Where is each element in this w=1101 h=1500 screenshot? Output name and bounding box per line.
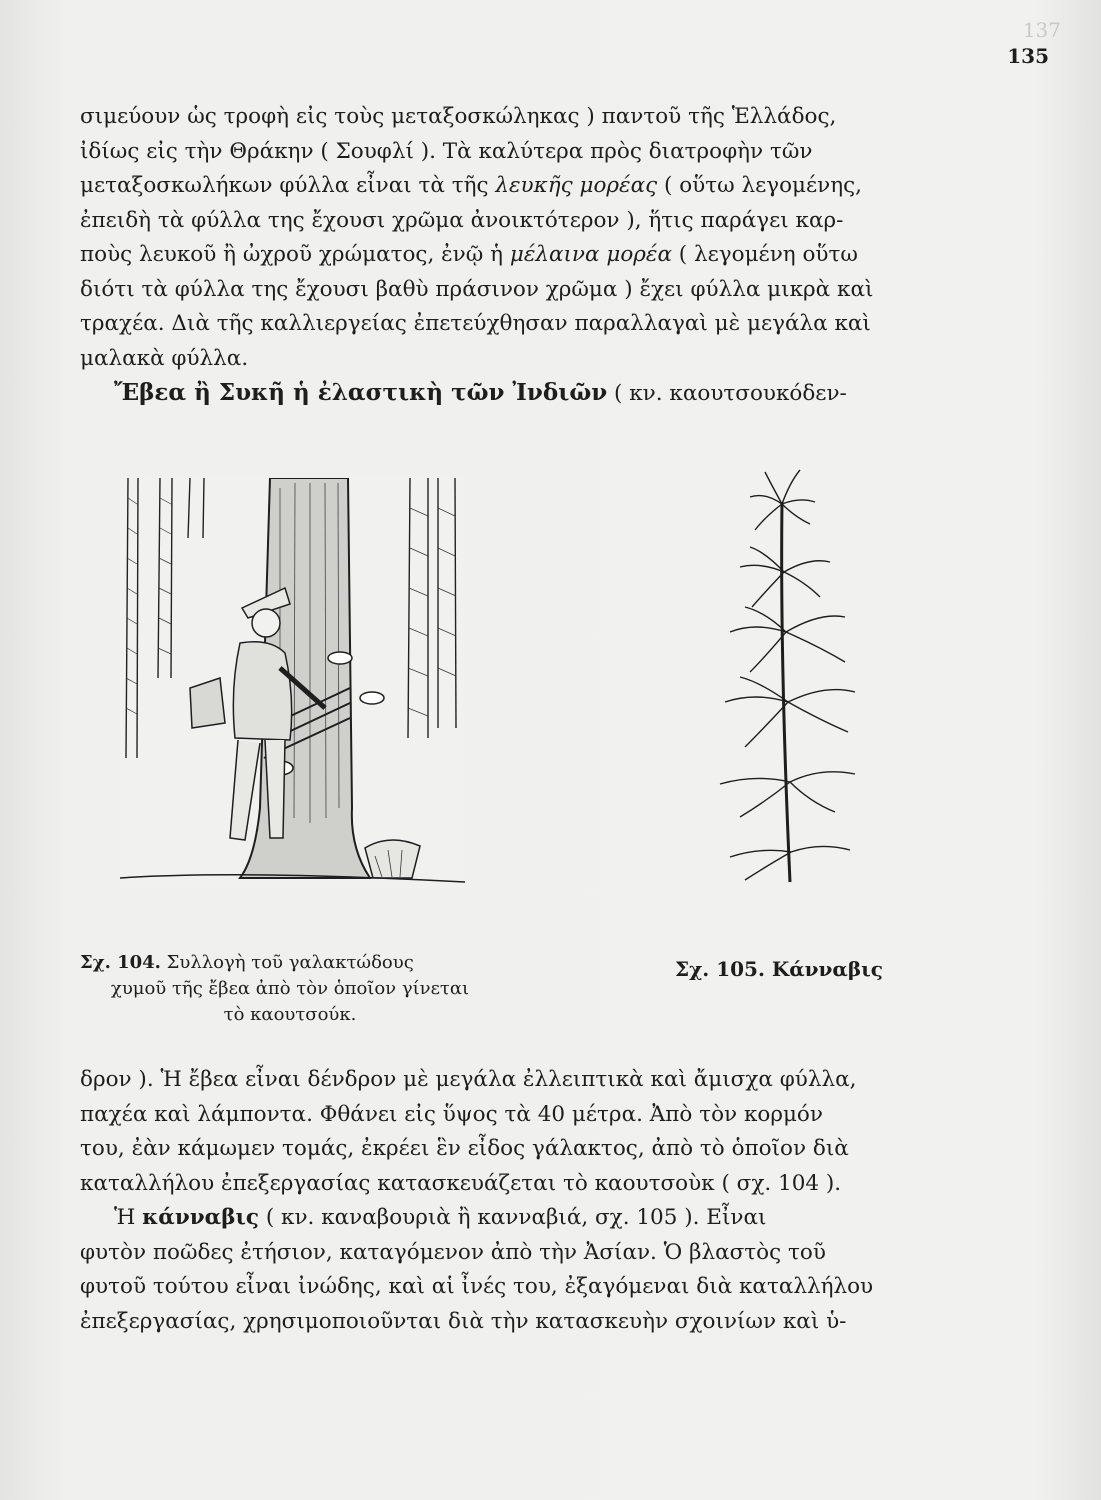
italic-term-white-mulberry: λευκῆς μορέας <box>495 173 658 198</box>
text-line: ἐπειδὴ τὰ φύλλα της ἔχουσι χρῶμα ἀνοικτότερον ), ἥτις παράγει καρ- <box>80 207 844 233</box>
section-heading: Ἔβεα ἢ Συκῆ ἡ ἐλαστικὴ τῶν Ἰνδιῶν <box>114 379 608 406</box>
text-line: δρον ). Ἡ ἔβεα εἶναι δένδρον μὲ μεγάλα ἐλλειπτικὰ καὶ ἄμισχα φύλλα, <box>80 1067 857 1092</box>
text-line: διότι τὰ φύλλα της ἔχουσι βαθὺ πράσινον χρῶμα ) ἔχει φύλλα μικρὰ καὶ <box>80 276 874 302</box>
section-heading-line <box>114 376 1015 412</box>
bold-term-hemp: κάνναβις <box>142 1205 259 1230</box>
caption-line: τὸ καουτσούκ. <box>223 1004 357 1025</box>
text-line: ἰδίως εἰς τὴν Θράκην ( Σουφλί ). Τὰ καλύτερα πρὸς διατροφὴν τῶν <box>80 138 813 164</box>
caption-line <box>80 950 500 976</box>
caption-line: χυμοῦ τῆς ἔβεα ἀπὸ τὸν ὁποῖον γίνεται <box>110 978 470 999</box>
text-run: ( λεγομένη οὕτω <box>671 242 858 267</box>
figure-104-label: Σχ. 104. <box>80 952 161 973</box>
text-run: ποὺς λευκοῦ ἢ ὠχροῦ χρώματος, ἐνῷ ἡ <box>80 242 510 267</box>
caption-text: Συλλογὴ τοῦ γαλακτώδους <box>160 952 414 973</box>
figure-104-rubber-tapping-illustration <box>120 478 465 888</box>
caption-text: Κάνναβις <box>764 957 883 981</box>
figure-104-caption <box>80 950 500 1028</box>
text-line: μαλακὰ φύλλα. <box>80 345 249 371</box>
figure-105-caption <box>675 956 975 982</box>
figure-105-label: Σχ. 105. <box>675 957 765 981</box>
text-line: φυτὸν ποῶδες ἐτήσιον, καταγόμενον ἀπὸ τὴν Ἀσίαν. Ὁ βλαστὸς τοῦ <box>80 1239 826 1265</box>
text-run: Ἡ <box>114 1205 143 1230</box>
text-line: τραχέα. Διὰ τῆς καλλιεργείας ἐπετεύχθησαν παραλλαγαὶ μὲ μεγάλα καὶ <box>80 311 871 336</box>
text-run: ( κν. καουτσουκόδεν- <box>607 381 847 406</box>
page-number: 135 <box>1007 44 1049 68</box>
text-line <box>80 238 1015 273</box>
text-line <box>114 1201 1015 1236</box>
text-line: φυτοῦ τούτου εἶναι ἰνώδης, καὶ αἱ ἶνές του, ἐξαγόμεναι διὰ καταλλήλου <box>80 1274 874 1299</box>
text-line: ἐπεξεργασίας, χρησιμοποιοῦνται διὰ τὴν κατασκευὴν σχοινίων καὶ ὑ- <box>80 1308 847 1334</box>
bottom-paragraph <box>80 1063 1015 1339</box>
text-run: ( κν. καναβουριὰ ἢ κανναβιά, σχ. 105 ). Εἶναι <box>258 1205 767 1230</box>
top-paragraph <box>80 100 1015 412</box>
text-line: του, ἐὰν κάμωμεν τομάς, ἐκρέει ἓν εἶδος γάλακτος, ἀπὸ τὸ ὁποῖον διὰ <box>80 1136 849 1161</box>
italic-term-black-mulberry: μέλαινα μορέα <box>509 242 672 267</box>
text-line: σιμεύουν ὡς τροφὴ εἰς τοὺς μεταξοσκώληκας ) παντοῦ τῆς Ἑλλάδος, <box>80 104 837 129</box>
figure-105-hemp-plant-illustration <box>670 462 930 892</box>
text-run: μεταξοσκωλήκων φύλλα εἶναι τὰ τῆς <box>80 173 496 198</box>
text-line: καταλλήλου ἐπεξεργασίας κατασκευάζεται τὸ καουτσοὺκ ( σχ. 104 ). <box>80 1170 842 1196</box>
text-line: παχέα καὶ λάμποντα. Φθάνει εἰς ὕψος τὰ 40 μέτρα. Ἀπὸ τὸν κορμόν <box>80 1101 823 1127</box>
text-run: ( οὕτω λεγομένης, <box>657 173 862 198</box>
bleed-through-page-number: 137 <box>1022 18 1061 42</box>
text-line <box>80 169 1015 204</box>
